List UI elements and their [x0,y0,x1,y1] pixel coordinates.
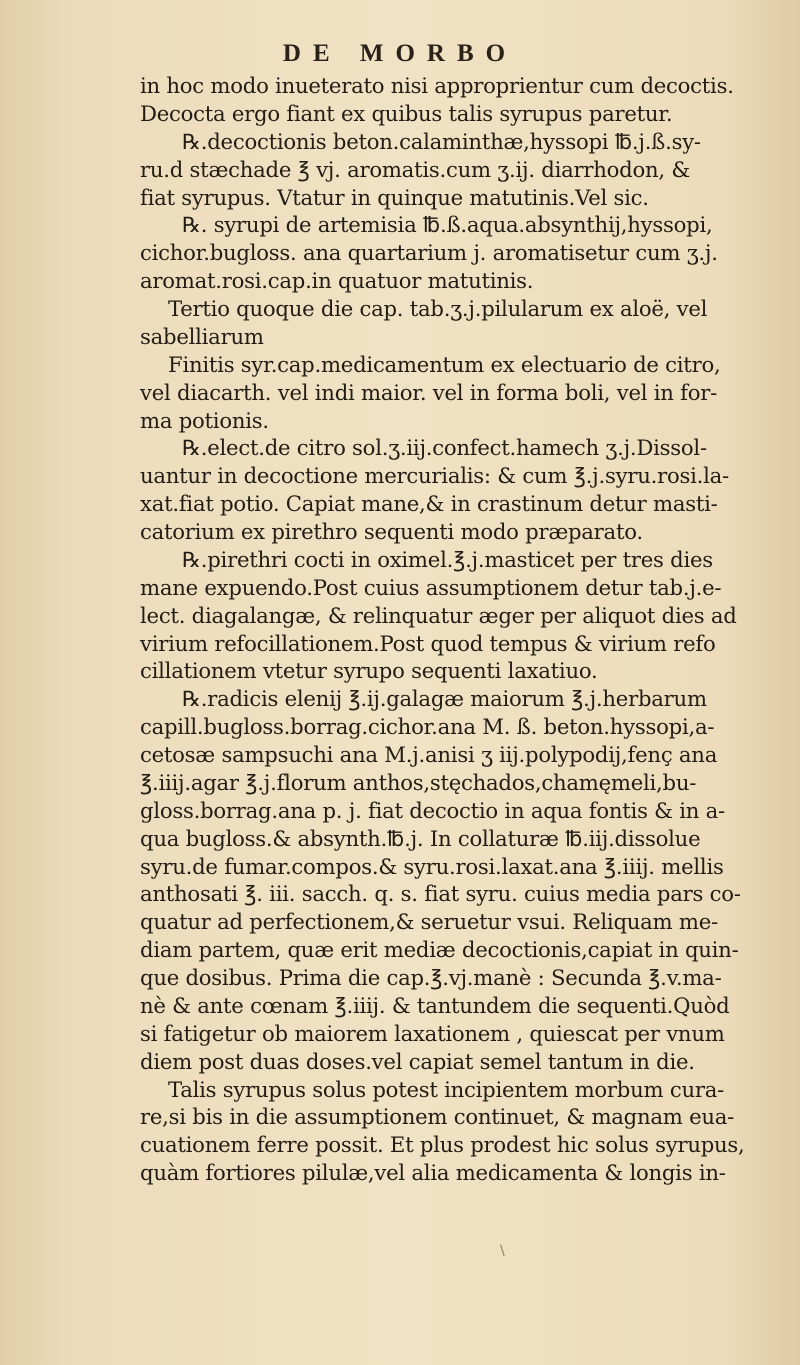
text-line: Finitis syr.cap.medicamentum ex electuario de citro, [168,351,721,377]
text-line: quatur ad perfectionem,& seruetur vsui. Reliquam me- [140,909,718,935]
text-line: si fatigetur ob maiorem laxationem , quiescat per vnum [140,1020,725,1046]
text-line: catorium ex pirethro sequenti modo præparato. [140,519,643,544]
text-line: ℞.pirethri cocti in oximel.℥.j.masticet per tres dies [182,546,713,572]
catchword-mark: \ [500,1243,505,1259]
text-line: in hoc modo inueterato nisi approprientur cum decoctis. [140,73,734,98]
text-line: Talis syrupus solus potest incipientem morbum cura- [168,1076,725,1102]
text-line: cuationem ferre possit. Et plus prodest hic solus syrupus, [140,1132,745,1158]
text-line: diem post duas doses.vel capiat semel tantum in die. [140,1048,695,1074]
text-line: virium refocillationem.Post quod tempus & virium refo [140,630,716,656]
text-line: ℞.decoctionis beton.calaminthæ,hyssopi ℔.j.ß.sy- [182,128,701,154]
body-text [140,72,800,1187]
text-line: Decocta ergo fiant ex quibus talis syrupus paretur. [140,100,673,126]
text-line: uantur in decoctione mercurialis: & cum ℥.j.syru.rosi.la- [140,463,729,489]
text-line: ℞. syrupi de artemisia ℔.ß.aqua.absynthij,hyssopi, [182,212,713,238]
text-line: ma potionis. [140,407,269,433]
text-line: aromat.rosi.cap.in quatuor matutinis. [140,268,534,294]
text-line: re,si bis in die assumptionem continuet, & magnam eua- [140,1104,735,1130]
text-line: cichor.bugloss. ana quartarium j. aromatisetur cum ʒ.j. [140,240,718,266]
text-line: nè & ante cœnam ℥.iiij. & tantundem die sequenti.Quòd [140,992,730,1018]
text-line: ℞.elect.de citro sol.ʒ.iij.confect.hamech ʒ.j.Dissol- [182,435,707,461]
text-line: cillationem vtetur syrupo sequenti laxatiuo. [140,658,598,684]
text-line: diam partem, quæ erit mediæ decoctionis,capiat in quin- [140,937,739,963]
text-line: sabelliarum [140,323,264,349]
text-line: cetosæ sampsuchi ana M.j.anisi ʒ iij.polypodij,fenç ana [140,742,718,767]
text-line: que dosibus. Prima die cap.℥.vj.manè : Secunda ℥.v.ma- [140,965,722,990]
text-line: xat.fiat potio. Capiat mane,& in crastinum detur masti- [140,491,718,517]
text-line: lect. diagalangæ, & relinquatur æger per aliquot dies ad [140,602,737,628]
text-line: quàm fortiores pilulæ,vel alia medicamenta & longis in- [140,1160,726,1186]
text-line: ℞.radicis elenij ℥.ij.galagæ maiorum ℥.j.herbarum [182,686,707,712]
text-line: anthosati ℥. iii. sacch. q. s. fiat syru. cuius media pars co- [140,881,741,907]
text-line: fiat syrupus. Vtatur in quinque matutinis.Vel sic. [140,184,649,210]
text-line: qua bugloss.& absynth.℔.j. In collaturæ ℔.iij.dissolue [140,825,701,851]
running-title: DE MORBO [282,40,518,67]
text-line: mane expuendo.Post cuius assumptionem detur tab.j.e- [140,574,722,600]
text-line: ru.d stæchade ℥ vj. aromatis.cum ʒ.ij. diarrhodon, & [140,156,690,182]
text-line: vel diacarth. vel indi maior. vel in forma boli, vel in for- [140,379,718,405]
text-line: ℥.iiij.agar ℥.j.florum anthos,stęchados,chamęmeli,bu- [140,769,697,795]
text-line: gloss.borrag.ana p. j. fiat decoctio in aqua fontis & in a- [140,797,725,823]
text-line: Tertio quoque die cap. tab.ʒ.j.pilularum ex aloë, vel [168,296,708,321]
text-line: syru.de fumar.compos.& syru.rosi.laxat.ana ℥.iiij. mellis [140,853,724,879]
text-line: capill.bugloss.borrag.cichor.ana M. ß. beton.hyssopi,a- [140,714,715,740]
